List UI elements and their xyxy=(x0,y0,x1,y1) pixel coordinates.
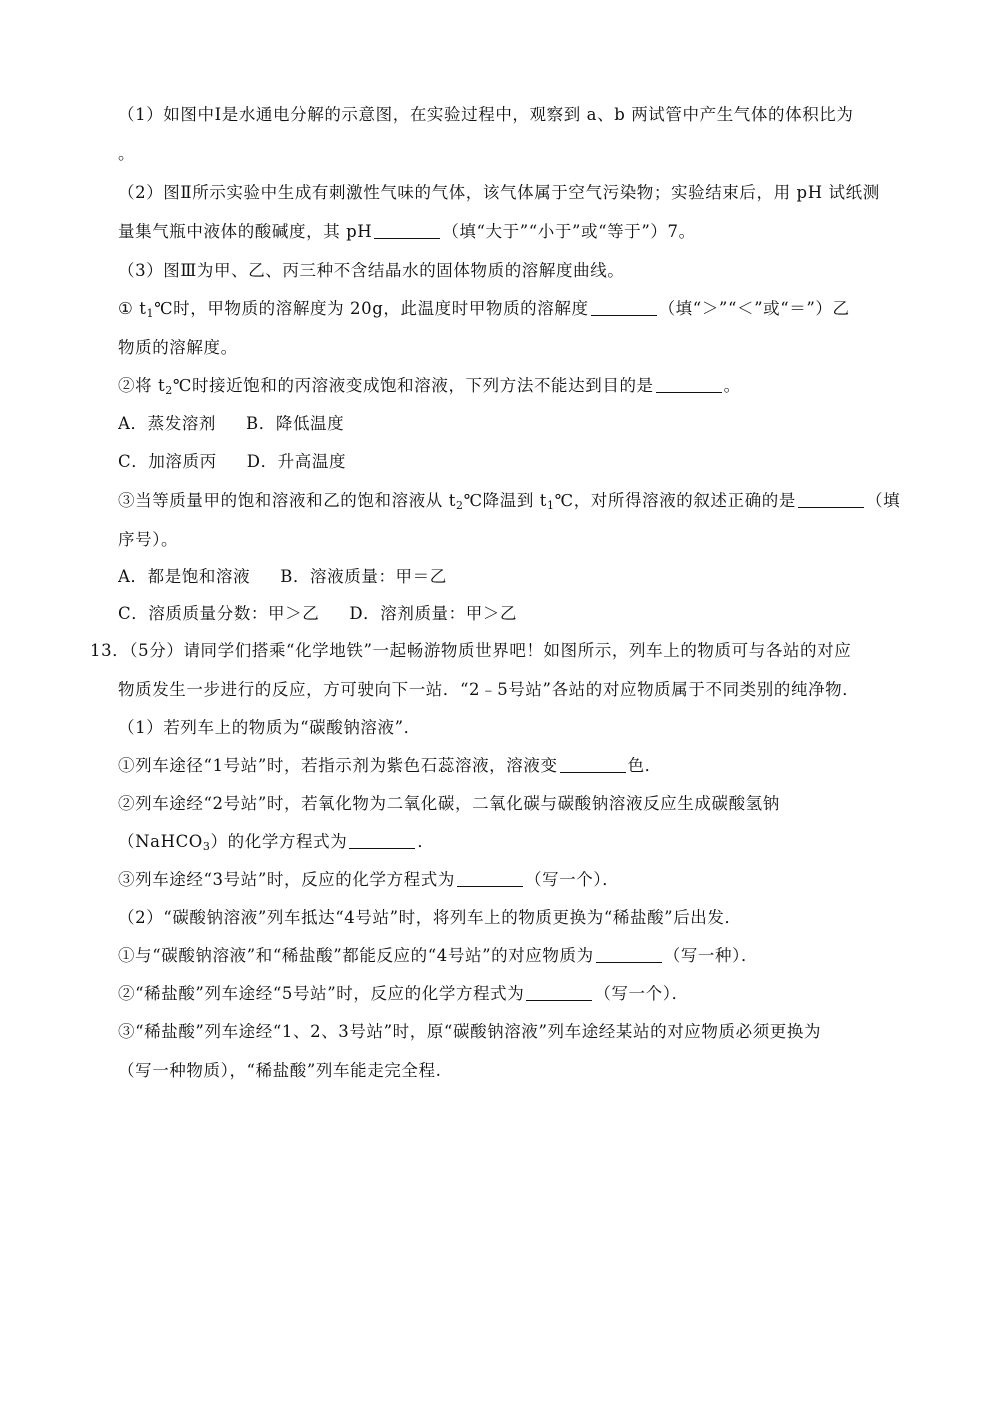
q13-part2-text: （2）“碳酸钠溶液”列车抵达“4号站”时，将列车上的物质更换为“稀盐酸”后出发． xyxy=(118,908,742,927)
q12-part1-text: （1）如图中Ⅰ是水通电分解的示意图，在实验过程中，观察到 a、b 两试管中产生气体的体积比为 xyxy=(118,105,854,124)
q13-a2-line1 xyxy=(118,793,910,815)
q13-a1-text2: 色． xyxy=(627,756,662,775)
q13-head-text: 13．（5分）请同学们搭乘“化学地铁”一起畅游物质世界吧！如图所示，列车上的物质可与各站的对应 xyxy=(90,641,852,660)
q13-part1-line xyxy=(118,717,910,739)
q13-a1-line xyxy=(118,755,910,777)
answer-blank xyxy=(349,832,415,849)
q13-b3-text: ③“稀盐酸”列车途经“1、2、3号站”时，原“碳酸钠溶液”列车途经某站的对应物质必须更换为 xyxy=(118,1022,822,1041)
q13-b3-line2 xyxy=(118,1060,910,1082)
q12-sub1-text3: 物质的溶解度。 xyxy=(118,338,238,357)
q13-b3-text2: （写一种物质），“稀盐酸”列车能走完全程. xyxy=(118,1061,442,1080)
q12-sub3-line1 xyxy=(118,490,910,512)
q12-part2-text: （2）图Ⅱ所示实验中生成有刺激性气味的气体，该气体属于空气污染物；实验结束后，用 pH 试纸测 xyxy=(118,183,880,202)
option-d: D．升高温度 xyxy=(246,452,347,471)
q12-sub3-text4: （填 xyxy=(866,491,901,510)
q12-part1-line2 xyxy=(118,143,910,165)
subscript: 1 xyxy=(547,499,555,512)
option-a: A．都是饱和溶液 xyxy=(118,567,251,586)
q12-sub3-line2 xyxy=(118,529,910,551)
q13-a2-formula: （NaHCO xyxy=(118,832,203,851)
q12-sub3-options-row1 xyxy=(118,566,910,588)
q12-part2-text3: （填“大于”“小于”或“等于”）7。 xyxy=(442,222,696,241)
q12-sub3-options-row2 xyxy=(118,603,910,625)
q13-head-line1 xyxy=(90,640,910,662)
q13-b1-line xyxy=(118,945,910,967)
q12-sub1-text: ℃时，甲物质的溶解度为 20g，此温度时甲物质的溶解度 xyxy=(154,299,589,318)
answer-blank xyxy=(591,299,657,316)
q13-b2-text: ②“稀盐酸”列车途经“5号站”时，反应的化学方程式为 xyxy=(118,984,525,1003)
q13-a2-text: ②列车途经“2号站”时，若氧化物为二氧化碳，二氧化碳与碳酸钠溶液反应生成碳酸氢钠 xyxy=(118,794,780,813)
q13-b1-text: ①与“碳酸钠溶液”和“稀盐酸”都能反应的“4号站”的对应物质为 xyxy=(118,946,594,965)
q13-b2-text2: （写一个）． xyxy=(594,984,689,1003)
answer-blank xyxy=(560,756,626,773)
q12-part3-line xyxy=(118,260,910,282)
subscript: 2 xyxy=(455,499,464,512)
q13-a3-line xyxy=(118,869,910,891)
q12-sub1-text2: （填“＞”“＜”或“＝”）乙 xyxy=(658,299,850,318)
subscript: 1 xyxy=(146,307,155,320)
answer-blank xyxy=(596,946,662,963)
q13-b2-line xyxy=(118,983,910,1005)
q12-part3-text: （3）图Ⅲ为甲、乙、丙三种不含结晶水的固体物质的溶解度曲线。 xyxy=(118,261,625,280)
answer-blank xyxy=(526,984,592,1001)
q12-part1-line1 xyxy=(118,104,910,126)
q12-part2-line2 xyxy=(118,221,910,243)
circled-number: ① xyxy=(118,299,134,318)
subscript: 2 xyxy=(165,384,173,397)
q12-sub3-text: ③当等质量甲的饱和溶液和乙的饱和溶液从 t xyxy=(118,491,456,510)
q13-head-line2 xyxy=(118,679,910,701)
q12-part1-end: 。 xyxy=(118,144,136,163)
q12-part2-line1 xyxy=(118,182,910,204)
q12-sub3-text2: ℃降温到 t xyxy=(463,491,548,510)
q12-sub2-text3: 。 xyxy=(723,376,741,395)
answer-blank xyxy=(457,870,523,887)
q12-sub3-text5: 序号）。 xyxy=(118,530,179,549)
option-a: A．蒸发溶剂 xyxy=(118,414,217,433)
option-b: B．溶液质量：甲＝乙 xyxy=(280,567,447,586)
q12-sub1-line1 xyxy=(118,298,910,320)
q13-a2-text3: ． xyxy=(417,832,435,851)
option-b: B．降低温度 xyxy=(246,414,345,433)
option-c: C．加溶质丙 xyxy=(118,452,217,471)
temp-symbol: t xyxy=(139,299,147,318)
q13-head-text2: 物质发生一步进行的反应，方可驶向下一站．“2﹣5号站”各站的对应物质属于不同类别的纯净物． xyxy=(118,680,860,699)
q12-sub1-line2 xyxy=(118,337,910,359)
q13-a3-text2: （写一个）． xyxy=(524,870,620,889)
q13-a2-text2: ）的化学方程式为 xyxy=(210,832,348,851)
answer-blank xyxy=(374,222,440,239)
q13-a3-text: ③列车途经“3号站”时，反应的化学方程式为 xyxy=(118,870,455,889)
subscript: 3 xyxy=(202,840,211,853)
answer-blank xyxy=(656,376,722,393)
q12-sub2-options-row1 xyxy=(118,413,910,435)
q12-sub2-text: ②将 t xyxy=(118,376,166,395)
q12-part2-text2: 量集气瓶中液体的酸碱度，其 pH xyxy=(118,222,373,241)
answer-blank xyxy=(798,491,864,508)
q12-sub2-line xyxy=(118,375,910,397)
q13-b3-line1 xyxy=(118,1021,910,1043)
q13-b1-text2: （写一种）． xyxy=(663,946,759,965)
q12-sub2-text2: ℃时接近饱和的丙溶液变成饱和溶液，下列方法不能达到目的是 xyxy=(172,376,654,395)
option-c: C．溶质质量分数：甲＞乙 xyxy=(118,604,320,623)
q13-part1-text: （1）若列车上的物质为“碳酸钠溶液”． xyxy=(118,718,421,737)
option-d: D．溶剂质量：甲＞乙 xyxy=(349,604,518,623)
q13-part2-line xyxy=(118,907,910,929)
q12-sub3-text3: ℃，对所得溶液的叙述正确的是 xyxy=(554,491,796,510)
q13-a2-line2 xyxy=(118,831,910,853)
q12-sub2-options-row2 xyxy=(118,451,910,473)
q13-a1-text: ①列车途径“1号站”时，若指示剂为紫色石蕊溶液，溶液变 xyxy=(118,756,558,775)
